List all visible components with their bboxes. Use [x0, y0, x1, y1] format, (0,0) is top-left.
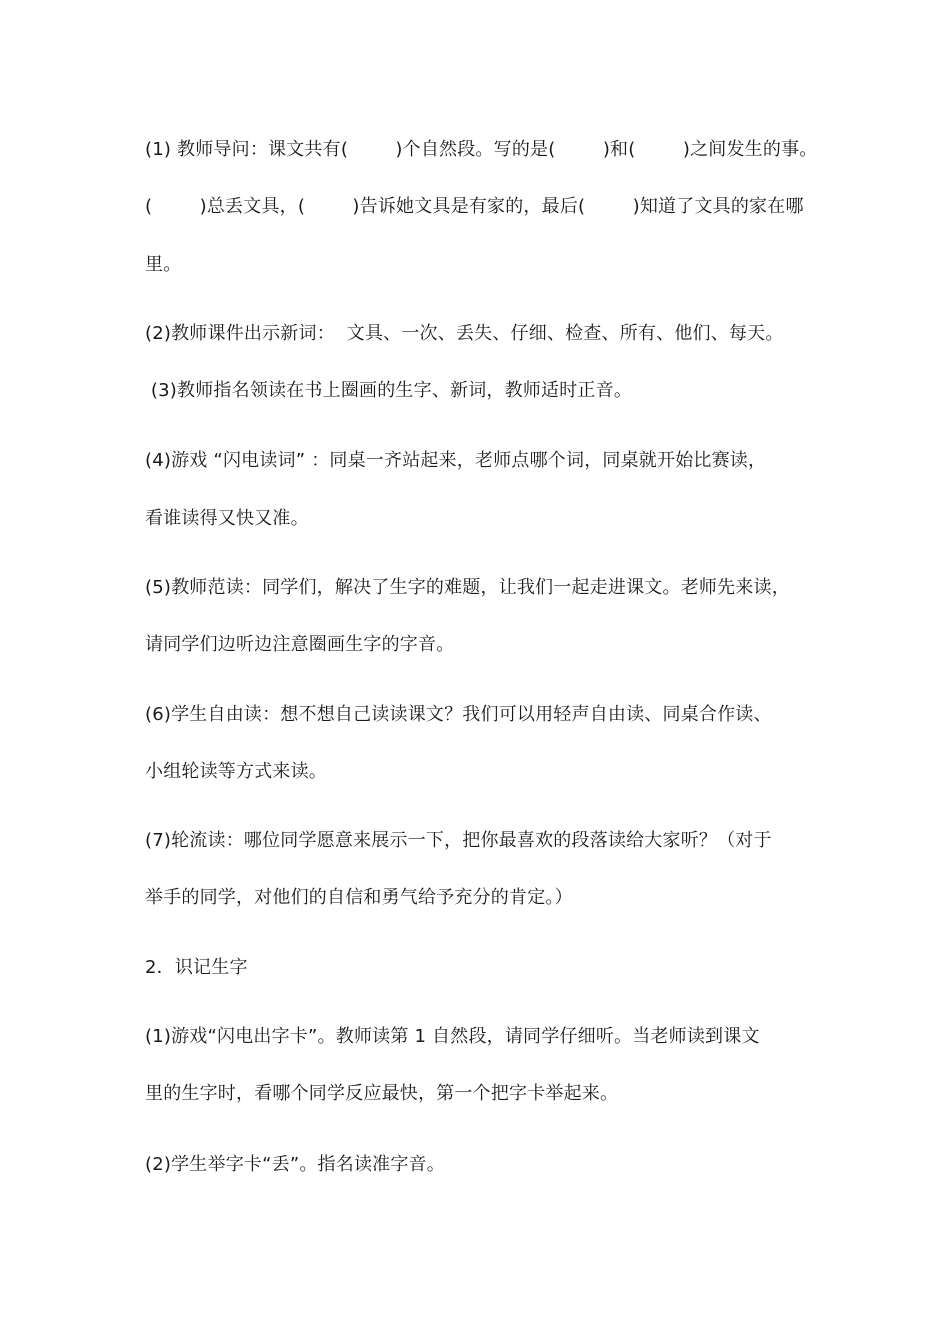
text-line-7: 看谁读得又快又准。 [145, 508, 309, 529]
text-line-15: (1)游戏“闪电出字卡”。教师读第 1 自然段，请同学仔细听。当老师读到课文 [145, 1026, 760, 1047]
text-line-8: (5)教师范读：同学们，解决了生字的难题，让我们一起走进课文。老师先来读， [145, 577, 790, 598]
text-line-13: 举手的同学，对他们的自信和勇气给予充分的肯定。） [145, 887, 573, 908]
text-line-5: (3)教师指名领读在书上圈画的生字、新词，教师适时正音。 [145, 380, 633, 401]
text-line-11: 小组轮读等方式来读。 [145, 761, 327, 782]
text-line-10: (6)学生自由读：想不想自己读读课文？我们可以用轻声自由读、同桌合作读、 [145, 704, 772, 725]
text-line-2: ( )总丢文具，( )告诉她文具是有家的，最后( )知道了文具的家在哪 [145, 196, 804, 217]
text-line-9: 请同学们边听边注意圈画生字的字音。 [145, 634, 455, 655]
section-heading: 2．识记生字 [145, 957, 248, 978]
text-line-16: 里的生字时，看哪个同学反应最快，第一个把字卡举起来。 [145, 1083, 619, 1104]
text-line-17: (2)学生举字卡“丢”。指名读准字音。 [145, 1154, 445, 1175]
text-line-12: (7)轮流读：哪位同学愿意来展示一下，把你最喜欢的段落读给大家听？（对于 [145, 830, 772, 851]
text-line-6: (4)游戏 “闪电读词” ：同桌一齐站起来，老师点哪个词，同桌就开始比赛读， [145, 450, 767, 471]
text-line-4: (2)教师课件出示新词： 文具、一次、丢失、仔细、检查、所有、他们、每天。 [145, 323, 784, 344]
text-line-1: (1) 教师导问：课文共有( )个自然段。写的是( )和( )之间发生的事。 [145, 139, 818, 160]
text-line-3: 里。 [145, 254, 182, 275]
